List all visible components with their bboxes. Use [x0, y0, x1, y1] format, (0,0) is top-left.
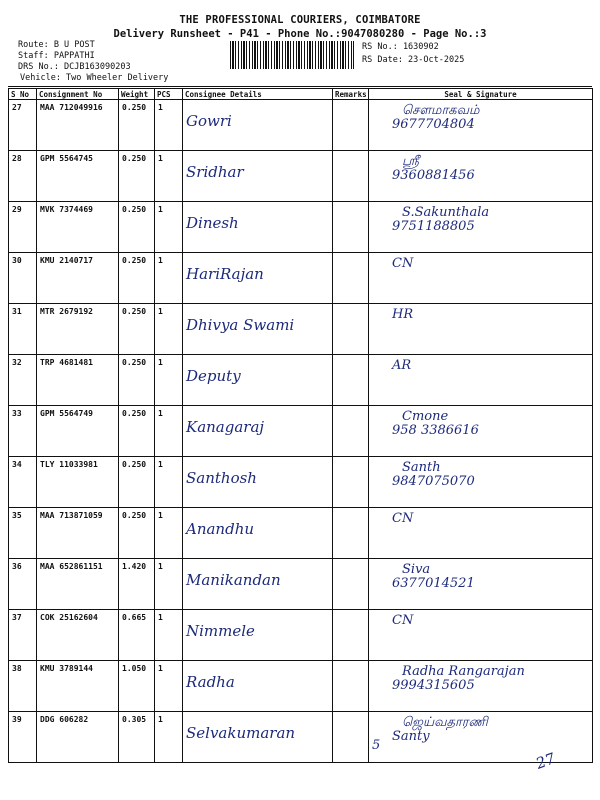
consignment-cell: GPM 5564745 — [37, 151, 119, 202]
consignment-cell: MAA 652861151 — [37, 559, 119, 610]
sno-cell: 30 — [9, 253, 37, 304]
weight-cell: 1.050 — [119, 661, 155, 712]
sno-cell: 35 — [9, 508, 37, 559]
remarks-cell — [333, 151, 369, 202]
drs-number: DRS No.: DCJB163090203 — [18, 62, 131, 72]
pcs-cell: 1 — [155, 304, 183, 355]
rs-date: RS Date: 23-Oct-2025 — [362, 55, 465, 65]
consignee-cell: HariRajan — [183, 253, 333, 304]
col-weight: Weight — [119, 89, 155, 100]
signature-cell — [369, 712, 593, 763]
barcode-image — [230, 41, 354, 69]
remarks-cell — [333, 559, 369, 610]
runsheet-subtitle: Delivery Runsheet - P41 - Phone No.:9047080280 - Page No.:3 — [113, 28, 487, 40]
remarks-cell — [333, 712, 369, 763]
remarks-cell — [333, 457, 369, 508]
sno-cell: 38 — [9, 661, 37, 712]
rs-number: RS No.: 1630902 — [362, 42, 439, 52]
weight-cell: 0.250 — [119, 151, 155, 202]
pcs-cell: 1 — [155, 508, 183, 559]
sno-cell: 29 — [9, 202, 37, 253]
sno-cell: 31 — [9, 304, 37, 355]
consignment-cell: KMU 2140717 — [37, 253, 119, 304]
consignment-cell: KMU 3789144 — [37, 661, 119, 712]
remarks-cell — [333, 406, 369, 457]
company-title: THE PROFESSIONAL COURIERS, COIMBATORE — [179, 14, 421, 26]
pcs-cell: 1 — [155, 712, 183, 763]
signature-line-1: Cmone — [402, 409, 449, 424]
weight-cell: 0.250 — [119, 508, 155, 559]
pcs-cell: 1 — [155, 457, 183, 508]
weight-cell: 0.665 — [119, 610, 155, 661]
consignee-cell: Sridhar — [183, 151, 333, 202]
remarks-cell — [333, 508, 369, 559]
table-row — [9, 355, 593, 406]
signature-cell — [369, 355, 593, 406]
signature-line-1: சௌமாகவம் — [402, 103, 480, 118]
consignee-cell: Anandhu — [183, 508, 333, 559]
col-consignee: Consignee Details — [183, 89, 333, 100]
col-pcs: PCS — [155, 89, 183, 100]
signature-line-1: ஸ்ரீ — [402, 154, 419, 169]
col-remarks: Remarks — [333, 89, 369, 100]
signature-cell — [369, 304, 593, 355]
signature-line-1: Radha Rangarajan — [402, 664, 525, 679]
signature-cell — [369, 100, 593, 151]
signature-line-2: 9360881456 — [392, 168, 475, 183]
weight-cell: 1.420 — [119, 559, 155, 610]
consignment-cell: GPM 5564749 — [37, 406, 119, 457]
pcs-cell: 1 — [155, 661, 183, 712]
signature-cell — [369, 610, 593, 661]
table-row — [9, 610, 593, 661]
route-label: Route: B U POST — [18, 40, 95, 50]
signature-line-1: Santh — [402, 460, 441, 475]
consignment-cell: TRP 4681481 — [37, 355, 119, 406]
signature-cell — [369, 661, 593, 712]
consignment-cell: MTR 2679192 — [37, 304, 119, 355]
consignee-cell: Kanagaraj — [183, 406, 333, 457]
signature-cell — [369, 457, 593, 508]
weight-cell: 0.305 — [119, 712, 155, 763]
signature-line-2: Santy — [392, 729, 430, 744]
signature-line-2: CN — [392, 511, 414, 526]
signature-line-1: ஜெய்வதாரணி — [402, 715, 488, 730]
consignee-cell: Dinesh — [183, 202, 333, 253]
consignee-cell: Selvakumaran — [183, 712, 333, 763]
remarks-cell — [333, 202, 369, 253]
table-row — [9, 559, 593, 610]
sno-cell: 32 — [9, 355, 37, 406]
consignee-cell: Santhosh — [183, 457, 333, 508]
signature-line-2: 958 3386616 — [392, 423, 479, 438]
signature-cell — [369, 202, 593, 253]
table-header-row — [9, 89, 593, 100]
weight-cell: 0.250 — [119, 202, 155, 253]
remarks-cell — [333, 610, 369, 661]
weight-cell: 0.250 — [119, 100, 155, 151]
table-row — [9, 661, 593, 712]
sno-cell: 36 — [9, 559, 37, 610]
consignment-cell: MVK 7374469 — [37, 202, 119, 253]
sno-cell: 39 — [9, 712, 37, 763]
table-row — [9, 457, 593, 508]
signature-line-2: CN — [392, 256, 414, 271]
pcs-cell: 1 — [155, 253, 183, 304]
consignment-cell: MAA 713871059 — [37, 508, 119, 559]
signature-cell — [369, 559, 593, 610]
table-row — [9, 712, 593, 763]
remarks-cell — [333, 100, 369, 151]
consignee-cell: Gowri — [183, 100, 333, 151]
sno-cell: 34 — [9, 457, 37, 508]
col-consignment: Consignment No — [37, 89, 119, 100]
signature-line-2: 9677704804 — [392, 117, 475, 132]
signature-cell — [369, 508, 593, 559]
table-row — [9, 100, 593, 151]
table-row — [9, 508, 593, 559]
weight-cell: 0.250 — [119, 406, 155, 457]
signature-line-2: 6377014521 — [392, 576, 475, 591]
signature-cell — [369, 253, 593, 304]
pcs-cell: 1 — [155, 100, 183, 151]
consignee-cell: Dhivya Swami — [183, 304, 333, 355]
signature-line-2: 9751188805 — [392, 219, 475, 234]
page-count-mark: 27 — [533, 749, 558, 773]
table-row — [9, 304, 593, 355]
consignee-cell: Deputy — [183, 355, 333, 406]
signature-cell — [369, 406, 593, 457]
pcs-cell: 1 — [155, 355, 183, 406]
weight-cell: 0.250 — [119, 457, 155, 508]
header-divider — [8, 86, 592, 87]
signature-line-2: HR — [392, 307, 414, 322]
table-row — [9, 151, 593, 202]
consignment-cell: TLY 11033981 — [37, 457, 119, 508]
pcs-cell: 1 — [155, 559, 183, 610]
remarks-cell — [333, 661, 369, 712]
signature-cell — [369, 151, 593, 202]
signature-line-1: S.Sakunthala — [402, 205, 490, 220]
signature-line-2: 9847075070 — [392, 474, 475, 489]
col-seal-signature: Seal & Signature — [369, 89, 593, 100]
table-row — [9, 202, 593, 253]
consignment-cell: COK 25162604 — [37, 610, 119, 661]
pcs-cell: 1 — [155, 610, 183, 661]
consignment-cell: MAA 712049916 — [37, 100, 119, 151]
vehicle-label: Vehicle: Two Wheeler Delivery — [20, 73, 169, 83]
remarks-cell — [333, 355, 369, 406]
pcs-cell: 1 — [155, 151, 183, 202]
signature-line-1: Siva — [402, 562, 431, 577]
weight-cell: 0.250 — [119, 304, 155, 355]
weight-cell: 0.250 — [119, 355, 155, 406]
sno-cell: 28 — [9, 151, 37, 202]
table-row — [9, 253, 593, 304]
sno-cell: 27 — [9, 100, 37, 151]
staff-label: Staff: PAPPATHI — [18, 51, 95, 61]
pcs-cell: 1 — [155, 202, 183, 253]
margin-mark: 5 — [372, 738, 381, 753]
sno-cell: 33 — [9, 406, 37, 457]
runsheet-table — [8, 88, 593, 763]
consignee-cell: Manikandan — [183, 559, 333, 610]
remarks-cell — [333, 253, 369, 304]
table-row — [9, 406, 593, 457]
signature-line-2: CN — [392, 613, 414, 628]
pcs-cell: 1 — [155, 406, 183, 457]
signature-line-2: 9994315605 — [392, 678, 475, 693]
consignee-cell: Nimmele — [183, 610, 333, 661]
col-sno: S No — [9, 89, 37, 100]
remarks-cell — [333, 304, 369, 355]
consignment-cell: DDG 606282 — [37, 712, 119, 763]
signature-line-2: AR — [392, 358, 412, 373]
sno-cell: 37 — [9, 610, 37, 661]
consignee-cell: Radha — [183, 661, 333, 712]
weight-cell: 0.250 — [119, 253, 155, 304]
